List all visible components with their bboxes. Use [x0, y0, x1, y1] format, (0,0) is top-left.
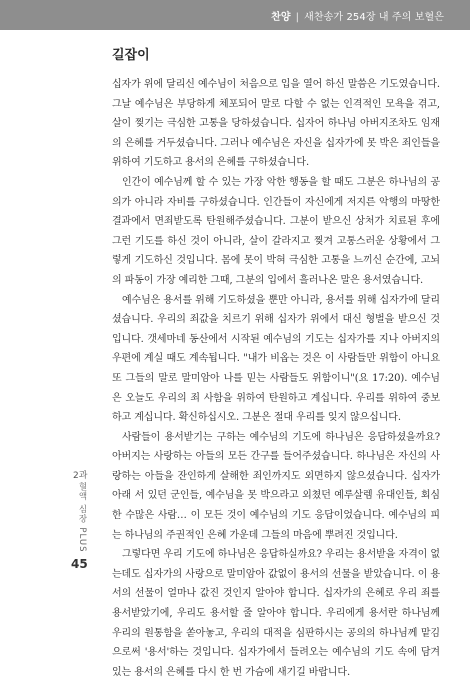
- running-header-text: [271, 8, 444, 23]
- side-margin: [0, 468, 97, 571]
- section-title: 길잡이: [112, 48, 150, 63]
- header-hymn: 새찬송가 254장 내 주의 보혈은: [304, 11, 444, 23]
- header-separator: |: [295, 11, 300, 23]
- chapter-label: 2과: [73, 471, 88, 481]
- paragraph-1: 십자가 위에 달리신 예수님이 처음으로 입을 열어 하신 말씀은 기도였습니다. 그날 예수님은 부당하게 체포되어 말로 다할 수 없는 인격적인 모욕을 겪고, 살이 찢기는 극심한 고통을 당하셨습니다. 십자어 하나님 아버지조차도 임재의 은혜를 거두셨습니다. 그러나 예수님은 자신을 십자가에 못 박은 죄인들을 위하여 기도하고 용서의 은혜를 구하셨습니다.: [112, 79, 440, 169]
- page-number: 45: [71, 557, 88, 571]
- paragraph-4: 사람들이 용서받기는 구하는 예수님의 기도에 하나님은 응답하셨을까요? 아버지는 사랑하는 아들의 모든 간구를 들어주셨습니다. 하나님은 자신의 사랑하는 아들을 잔인하게 살해한 죄인까지도 외면하지 않으셨습니다. 십자가 아래 서 있던 군인들, 예수님을 못 박으라고 외쳤던 예루살렘 유대인들, 회심한 수많은 사람… 이 모든 것이 예수님의 기도 응답이었습니다. 예수님의 피는 하나님의 주권적인 은혜 가운데 그들의 마음에 뿌려진 것입니다.: [112, 431, 440, 541]
- paragraph-2: 인간이 예수님께 할 수 있는 가장 악한 행동을 할 때도 그분은 하나님의 공의가 아니라 자비를 구하셨습니다. 인간들이 자신에게 저지른 악행의 마땅한 결과에서 면죄받도록 탄원해주셨습니다. 그분이 받으신 상처가 치료된 후에 그런 기도를 하신 것이 아니라, 살이 갈라지고 찢겨 고통스러운 상황에서 그렇게 기도하신 것입니다. 몸에 못이 박혀 극심한 고통을 느끼신 순간에, 고뇌의 파동이 가장 예리한 그때, 그분의 입에서 흘러나온 말은 용서였습니다.: [112, 176, 440, 286]
- series-label: 혈액 심장 PLUS: [77, 482, 87, 553]
- running-header: [0, 0, 470, 30]
- paragraph-3: 예수님은 용서를 위해 기도하셨을 뿐만 아니라, 용서를 위해 십자가에 달리셨습니다. 우리의 죄값을 치르기 위해 십자가 위에서 대신 형벌을 받으신 것입니다. 갯세마네 동산에서 시작된 예수님의 기도는 십자가를 지나 아버지의 우편에 계실 때도 계속됩니다. "내가 비옵는 것은 이 사람들만 위함이 아니요 또 그들의 말로 말미암아 나를 믿는 사람들도 위함이니"(요 17:20). 예수님은 오늘도 우리의 죄 사함을 위하여 탄원하고 계십니다. 우리를 위하여 중보하고 계십니다. 확신하십시오. 그분은 절대 우리를 잊지 않으십니다.: [112, 294, 440, 424]
- paragraph-5: 그렇다면 우리 기도에 하나님은 응답하실까요? 우리는 용서받을 자격이 없는데도 십자가의 사랑으로 말미암아 값없이 용서의 선물을 받았습니다. 이 용서의 선물이 얼마나 값진 것인지 알아야 합니다. 십자가의 은혜로 우리 죄를 용서받았기에, 우리도 용서할 줄 알아야 합니다. 우리에게 용서란 하나님께 우리의 원통함을 쏟아놓고, 우리의 대적을 심판하시는 공의의 하나님께 맡김으로써 '용서'하는 것입니다. 십자가에서 들려오는 예수님의 기도 속에 담겨 있는 용서의 은혜를 다시 한 번 가슴에 새기길 바랍니다.: [112, 549, 440, 678]
- header-tag: 찬양: [271, 11, 291, 23]
